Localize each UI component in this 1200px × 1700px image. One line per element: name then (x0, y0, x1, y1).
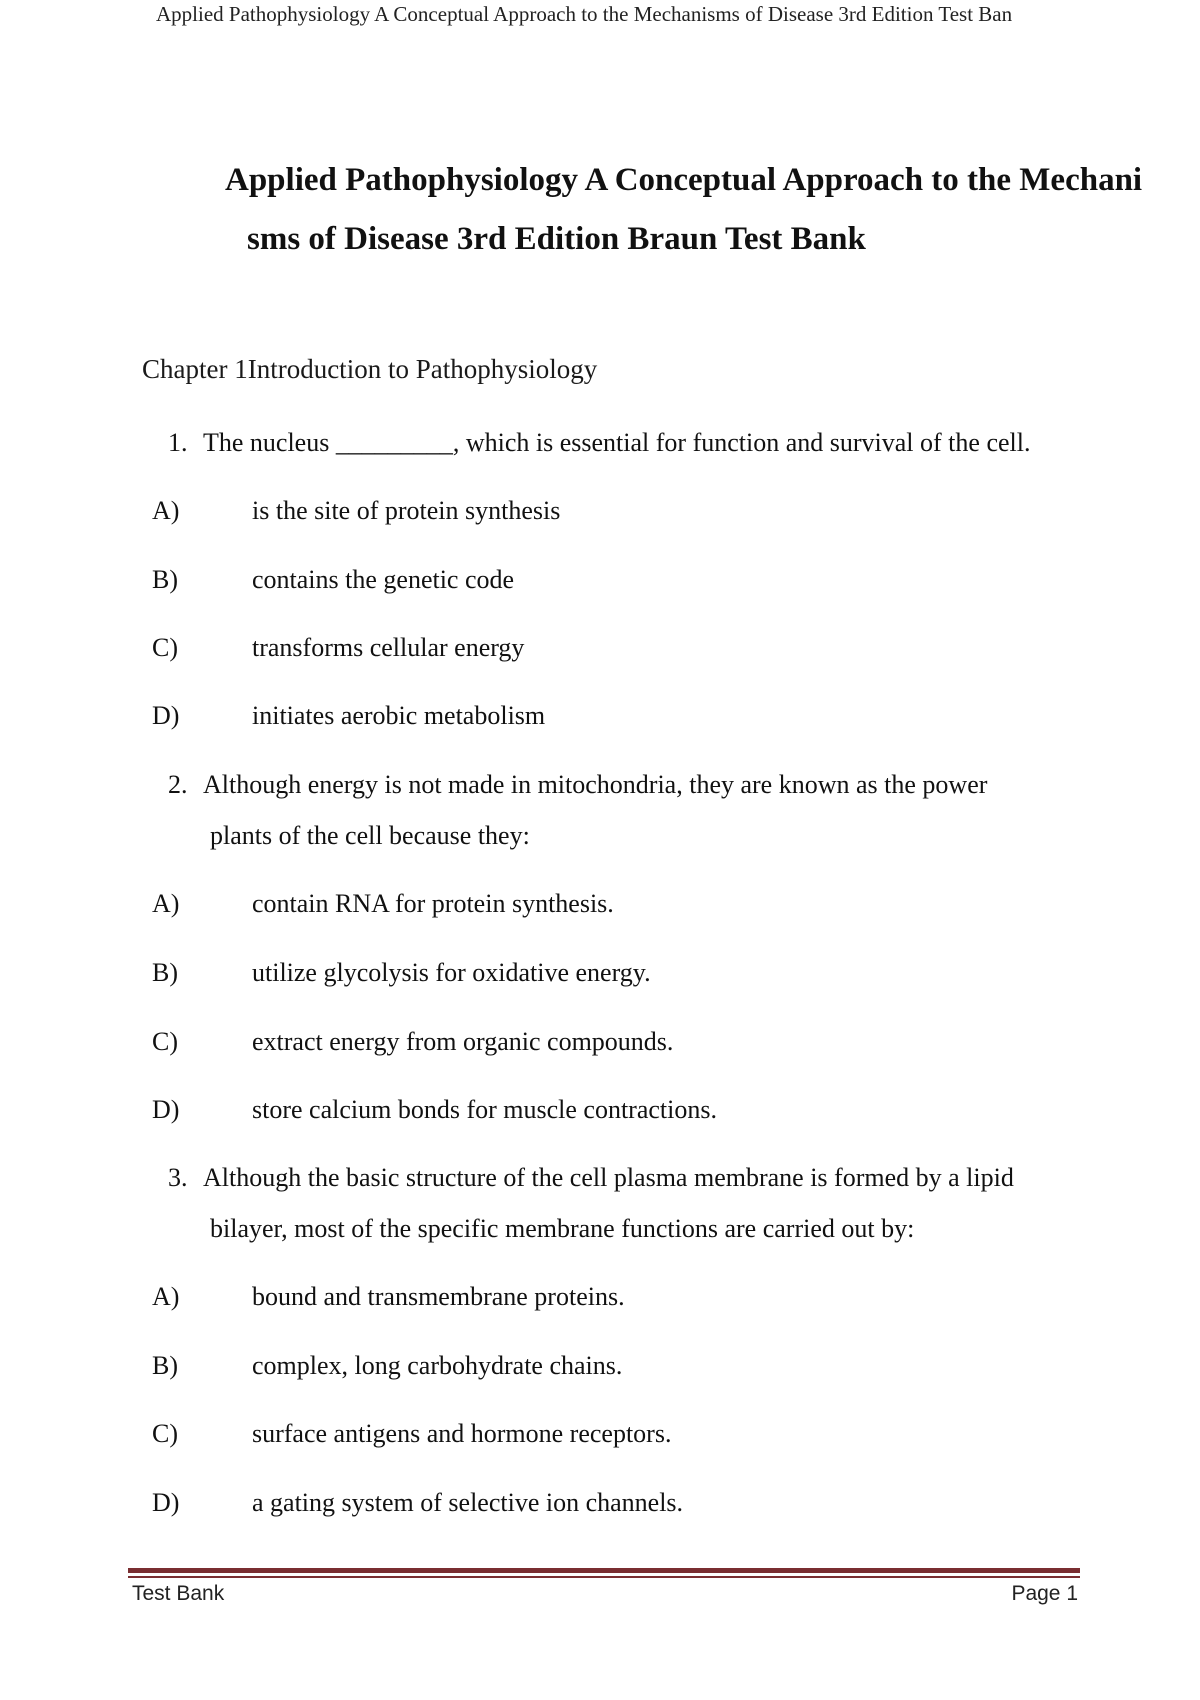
running-header: Applied Pathophysiology A Conceptual Approach to the Mechanisms of Disease 3rd Edition Test Ban (156, 2, 1013, 26)
question-3-option-a-letter: A) (152, 1282, 180, 1311)
question-3-option-d-text: a gating system of selective ion channels. (252, 1488, 684, 1517)
question-3-option-c-text: surface antigens and hormone receptors. (252, 1419, 672, 1448)
question-2-number: 2. (168, 770, 188, 799)
question-3-option-d-letter: D) (152, 1488, 180, 1517)
question-1-option-a-text: is the site of protein synthesis (252, 496, 561, 525)
question-2-option-d-letter: D) (152, 1095, 180, 1124)
question-1-option-d-letter: D) (152, 701, 180, 730)
question-2-option-a-text: contain RNA for protein synthesis. (252, 889, 614, 918)
question-3-text-line-1: Although the basic structure of the cell plasma membrane is formed by a lipid (203, 1163, 1014, 1192)
footer-rule-thin (128, 1576, 1080, 1578)
question-1-number: 1. (168, 428, 188, 457)
question-3-option-b-text: complex, long carbohydrate chains. (252, 1351, 623, 1380)
question-1-option-b-text: contains the genetic code (252, 565, 515, 594)
question-1-option-c-text: transforms cellular energy (252, 633, 525, 662)
question-1-option-a-letter: A) (152, 496, 180, 525)
question-3-number: 3. (168, 1163, 188, 1192)
question-3-option-a-text: bound and transmembrane proteins. (252, 1282, 625, 1311)
footer-rule-thick (128, 1568, 1080, 1573)
question-3-option-c-letter: C) (152, 1419, 178, 1448)
document-title-line-1: Applied Pathophysiology A Conceptual Approach to the Mechani (225, 162, 1143, 198)
question-3-option-b-letter: B) (152, 1351, 178, 1380)
question-2-text-line-1: Although energy is not made in mitochondria, they are known as the power (203, 770, 988, 799)
question-2-option-c-letter: C) (152, 1027, 178, 1056)
question-2-option-d-text: store calcium bonds for muscle contractions. (252, 1095, 717, 1124)
footer-left-text: Test Bank (132, 1582, 225, 1605)
question-3-text-line-2: bilayer, most of the specific membrane functions are carried out by: (210, 1214, 915, 1243)
document-title-line-2: sms of Disease 3rd Edition Braun Test Bank (247, 221, 866, 257)
page-number: Page 1 (1011, 1582, 1078, 1605)
question-1-option-d-text: initiates aerobic metabolism (252, 701, 546, 730)
question-2-option-b-text: utilize glycolysis for oxidative energy. (252, 958, 651, 987)
question-1-option-c-letter: C) (152, 633, 178, 662)
chapter-heading: Chapter 1Introduction to Pathophysiology (142, 354, 598, 384)
question-2-option-c-text: extract energy from organic compounds. (252, 1027, 674, 1056)
question-2-option-a-letter: A) (152, 889, 180, 918)
question-1-option-b-letter: B) (152, 565, 178, 594)
question-2-text-line-2: plants of the cell because they: (210, 821, 530, 850)
question-1-text-line-1: The nucleus _________, which is essential for function and survival of the cell. (203, 428, 1031, 457)
question-2-option-b-letter: B) (152, 958, 178, 987)
